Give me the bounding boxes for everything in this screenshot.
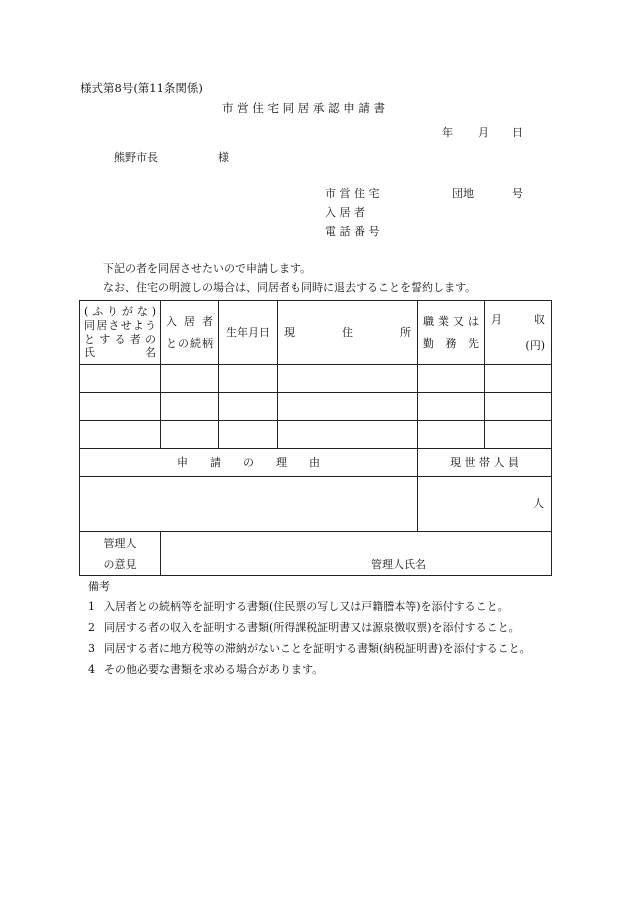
- header-cell-relation: [161, 301, 219, 365]
- header-cell-address: [278, 301, 418, 365]
- manager-row: [80, 532, 552, 576]
- phone-label: 電 話 番 号: [325, 225, 380, 238]
- header-address: [278, 326, 417, 340]
- remark-item: [88, 659, 558, 680]
- header-birthdate: 生年月日: [226, 325, 270, 339]
- table-row: [80, 365, 552, 393]
- header-income-tsuki: 月: [491, 312, 502, 326]
- header-name-line4: [84, 346, 156, 360]
- remark-text: 同居する者に地方税等の滞納がないことを証明する書類(納税証明書)を添付すること。: [104, 642, 531, 655]
- remark-text: 同居する者の収入を証明する書類(所得課税証明書又は源泉徴収票)を添付すること。: [104, 621, 520, 634]
- table-cell[interactable]: [278, 421, 418, 449]
- table-cell[interactable]: [219, 393, 278, 421]
- manager-label-cell: [80, 532, 161, 576]
- header-address-ju: 住: [342, 325, 353, 339]
- household-header: 現 世 帯 人 員: [418, 449, 552, 477]
- header-relation-line2: との続柄: [166, 336, 213, 350]
- header-name-shi: 氏: [84, 346, 95, 360]
- table-cell[interactable]: [80, 393, 161, 421]
- form-number: 様式第8号(第11条関係): [80, 81, 203, 95]
- header-occupation-line1: 職業又は: [423, 314, 479, 328]
- body-line-1: 下記の者を同居させたいので申請します。: [103, 262, 312, 275]
- reason-header-row: [80, 449, 552, 477]
- header-name-mei: 名: [145, 346, 156, 360]
- reason-input-area[interactable]: [80, 477, 418, 532]
- reason-header: 申 請 の 理 由: [80, 449, 418, 477]
- manager-name-label: 管理人氏名: [371, 558, 426, 572]
- manager-opinion-area[interactable]: [161, 532, 552, 576]
- header-cell-birthdate: [219, 301, 278, 365]
- manager-label-line2: の意見: [103, 557, 137, 571]
- table-cell[interactable]: [485, 365, 552, 393]
- go-label: 号: [512, 187, 523, 200]
- header-name-line3: とする者の: [84, 332, 156, 346]
- header-address-sho: 所: [400, 325, 411, 339]
- table-cell[interactable]: [161, 421, 219, 449]
- header-income-shu: 収: [534, 312, 545, 326]
- header-address-gen: 現: [284, 325, 295, 339]
- table-cell[interactable]: [485, 393, 552, 421]
- table-cell[interactable]: [80, 365, 161, 393]
- remarks-section: [88, 578, 558, 680]
- table-row: [80, 393, 552, 421]
- header-relation-line1: 入 居 者: [166, 314, 213, 328]
- table-cell[interactable]: [418, 365, 485, 393]
- remark-number: 2: [88, 621, 95, 634]
- remark-item: [88, 638, 558, 659]
- remark-text: 入居者との続柄等を証明する書類(住民票の写し又は戸籍謄本等)を添付すること。: [104, 600, 509, 613]
- header-furigana: (ふりがな): [84, 305, 156, 318]
- reason-body-row: [80, 477, 552, 532]
- remark-item: [88, 596, 558, 617]
- table-cell[interactable]: [485, 421, 552, 449]
- table-cell[interactable]: [161, 365, 219, 393]
- table-cell[interactable]: [219, 421, 278, 449]
- table-cell[interactable]: [161, 393, 219, 421]
- header-cell-income: [485, 301, 552, 365]
- addressee-name: 熊野市長: [114, 151, 158, 164]
- remark-text: その他必要な書類を求める場合があります。: [104, 663, 324, 676]
- remark-item: [88, 617, 558, 638]
- header-occupation-line2: 勤 務 先: [423, 336, 479, 350]
- remarks-heading: 備考: [88, 580, 110, 593]
- date-month: 月: [478, 126, 489, 139]
- danchi-label: 団地: [452, 187, 474, 200]
- table-cell[interactable]: [219, 365, 278, 393]
- table-cell[interactable]: [80, 421, 161, 449]
- date-day: 日: [512, 126, 523, 139]
- addressee-honorific: 様: [218, 151, 229, 164]
- manager-label-line1: 管理人: [103, 536, 137, 550]
- table-cell[interactable]: [418, 393, 485, 421]
- table-row: [80, 421, 552, 449]
- remark-number: 4: [88, 663, 95, 676]
- header-income-unit: (円): [525, 338, 545, 352]
- application-table: [79, 300, 552, 576]
- header-income-line1: [491, 307, 545, 333]
- date-year: 年: [442, 126, 453, 139]
- header-cell-name: [80, 301, 161, 365]
- table-cell[interactable]: [278, 365, 418, 393]
- form-title: 市 営 住 宅 同 居 承 認 申 請 書: [222, 101, 386, 115]
- remark-number: 1: [88, 600, 95, 613]
- resident-label: 入 居 者: [325, 206, 365, 219]
- table-cell[interactable]: [278, 393, 418, 421]
- household-count-cell[interactable]: [418, 477, 552, 532]
- table-cell[interactable]: [418, 421, 485, 449]
- table-header-row: [80, 301, 552, 365]
- header-name-line2: 同居させよう: [84, 318, 156, 332]
- household-unit: 人: [533, 497, 544, 511]
- body-line-2: なお、住宅の明渡しの場合は、同居者も同時に退去することを誓約します。: [103, 281, 477, 294]
- housing-label: 市 営 住 宅: [325, 187, 380, 200]
- remark-number: 3: [88, 642, 95, 655]
- header-cell-occupation: [418, 301, 485, 365]
